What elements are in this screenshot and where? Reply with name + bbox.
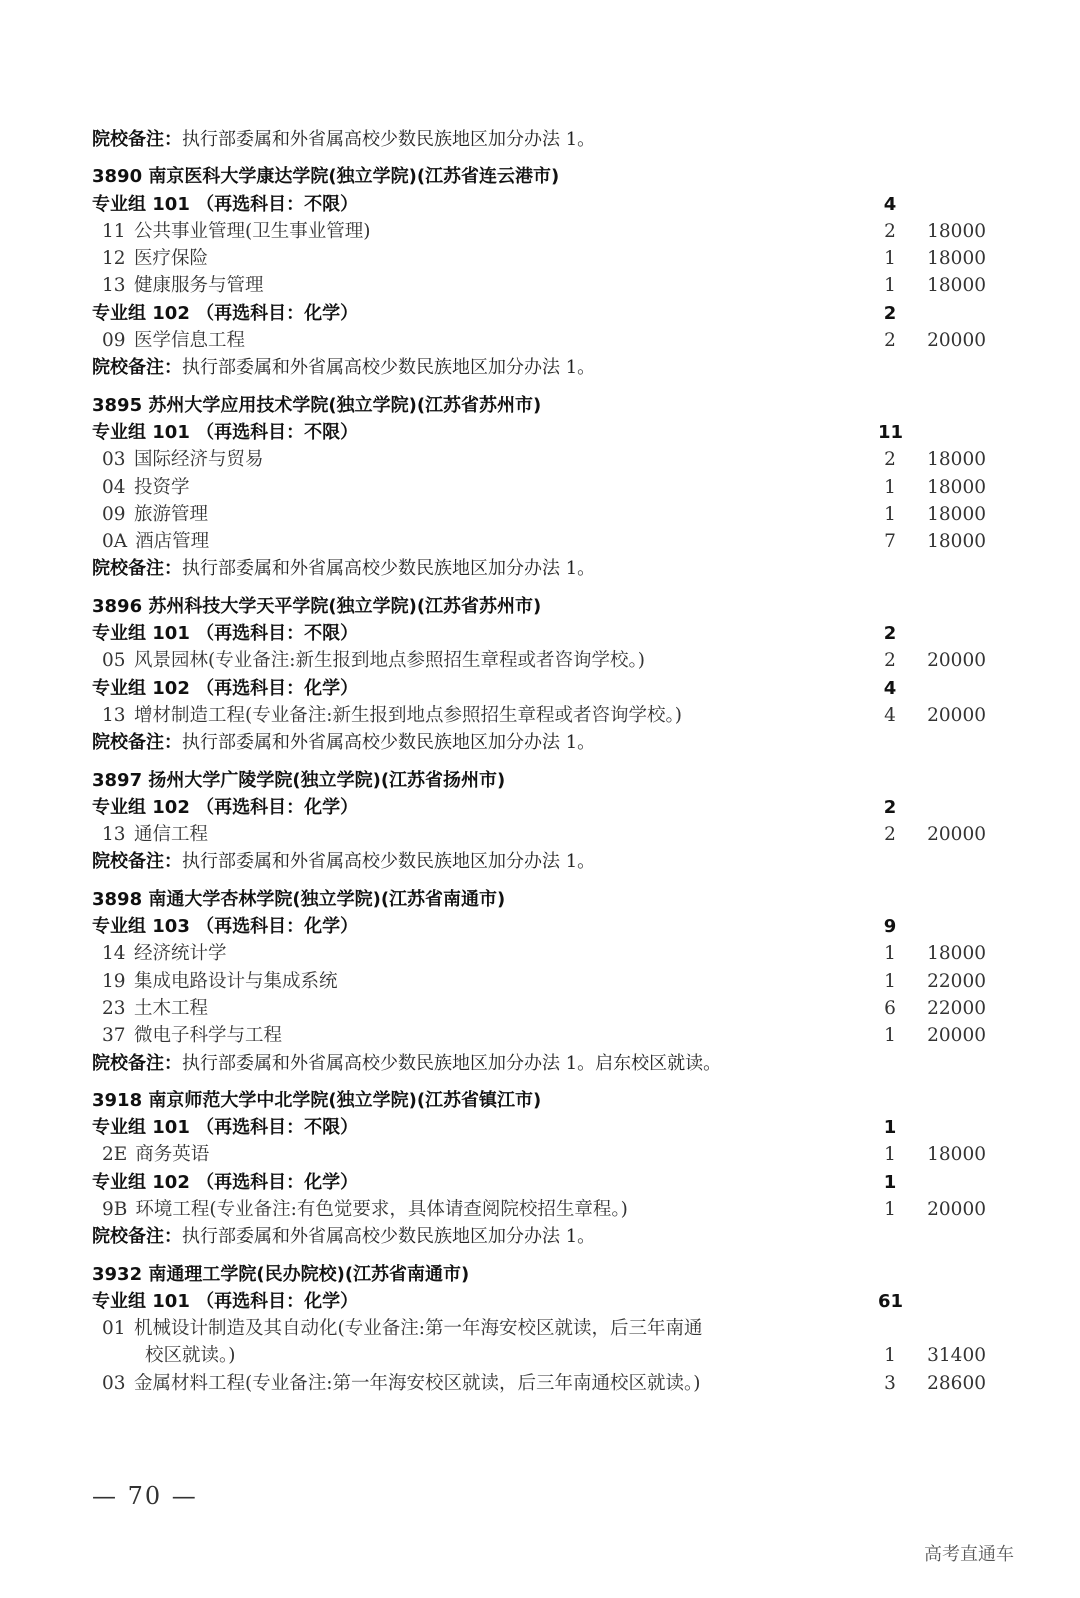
school-header: 3895 苏州大学应用技术学院(独立学院)(江苏省苏州市) [92, 394, 542, 416]
school-header: 3890 南京医科大学康达学院(独立学院)(江苏省连云港市) [92, 166, 560, 188]
school-remark: 院校备注：执行部委属和外省属高校少数民族地区加分办法 1。 [92, 558, 596, 580]
major-row: 13 增材制造工程(专业备注:新生报到地点参照招生章程或者咨询学校。) 4 20000 [102, 704, 986, 726]
group-count: 2 [883, 796, 897, 818]
school-header: 3918 南京师范大学中北学院(独立学院)(江苏省镇江市) [92, 1089, 542, 1111]
group-header: 专业组 102 （再选科目：化学） 1 [92, 1169, 1012, 1196]
school-remark: 院校备注：执行部委属和外省属高校少数民族地区加分办法 1。 [92, 851, 596, 873]
major-row: 37 微电子科学与工程 1 20000 [102, 1025, 986, 1047]
group-count: 4 [883, 193, 897, 215]
major-row: 05 风景园林(专业备注:新生报到地点参照招生章程或者咨询学校。) 2 20000 [102, 650, 986, 672]
group-count: 11 [878, 421, 904, 443]
major-row-continuation: 校区就读。) 1 31400 [145, 1345, 986, 1367]
school-remark: 院校备注：执行部委属和外省属高校少数民族地区加分办法 1。 [92, 732, 596, 754]
group-count: 2 [883, 623, 897, 645]
group-count: 2 [883, 302, 897, 324]
school-header: 3932 南通理工学院(民办院校)(江苏省南通市) [92, 1263, 470, 1285]
major-row: 11 公共事业管理(卫生事业管理) 2 18000 [102, 220, 986, 242]
school-remark: 院校备注：执行部委属和外省属高校少数民族地区加分办法 1。 [92, 129, 596, 150]
major-row: 03 国际经济与贸易 2 18000 [102, 449, 986, 471]
major-row: 13 健康服务与管理 1 18000 [102, 275, 986, 297]
school-remark: 院校备注：执行部委属和外省属高校少数民族地区加分办法 1。启东校区就读。 [92, 1052, 722, 1074]
major-row: 14 经济统计学 1 18000 [102, 943, 986, 965]
major-row: 9B 环境工程(专业备注:有色觉要求，具体请查阅院校招生章程。) 1 20000 [102, 1198, 986, 1220]
group-count: 9 [883, 916, 897, 938]
major-row: 19 集成电路设计与集成系统 1 22000 [102, 970, 986, 992]
group-header: 专业组 101 （再选科目：不限） 4 [92, 191, 1012, 218]
major-row: 01 机械设计制造及其自动化(专业备注:第一年海安校区就读，后三年南通 [102, 1318, 703, 1340]
group-count: 61 [878, 1290, 904, 1312]
major-row: 04 投资学 1 18000 [102, 476, 986, 498]
major-row: 13 通信工程 2 20000 [102, 824, 986, 846]
school-header: 3898 南通大学杏林学院(独立学院)(江苏省南通市) [92, 888, 506, 910]
group-header: 专业组 102 （再选科目：化学） 2 [92, 300, 1012, 327]
school-remark: 院校备注：执行部委属和外省属高校少数民族地区加分办法 1。 [92, 1226, 596, 1248]
group-header: 专业组 101 （再选科目：不限） 1 [92, 1114, 1012, 1141]
group-count: 1 [883, 1117, 897, 1139]
group-count: 4 [883, 677, 897, 699]
group-header: 专业组 101 （再选科目：不限） 11 [92, 419, 1012, 446]
major-row: 23 土木工程 6 22000 [102, 997, 986, 1019]
major-row: 0A 酒店管理 7 18000 [102, 531, 986, 553]
watermark-text: 高考直通车 [924, 1544, 1014, 1565]
major-row: 12 医疗保险 1 18000 [102, 248, 986, 270]
major-row: 09 旅游管理 1 18000 [102, 503, 986, 525]
school-remark: 院校备注：执行部委属和外省属高校少数民族地区加分办法 1。 [92, 357, 596, 379]
group-header: 专业组 101 （再选科目：不限） 2 [92, 620, 1012, 647]
major-row: 2E 商务英语 1 18000 [102, 1144, 986, 1166]
admission-listing [92, 126, 1012, 1397]
major-row: 09 医学信息工程 2 20000 [102, 330, 986, 352]
school-header: 3897 扬州大学广陵学院(独立学院)(江苏省扬州市) [92, 769, 506, 791]
page-number: — 70 — [92, 1482, 198, 1510]
group-header: 专业组 102 （再选科目：化学） 2 [92, 794, 1012, 821]
group-header: 专业组 103 （再选科目：化学） 9 [92, 913, 1012, 940]
group-header: 专业组 102 （再选科目：化学） 4 [92, 675, 1012, 702]
major-row: 03 金属材料工程(专业备注:第一年海安校区就读，后三年南通校区就读。) 3 28600 [102, 1372, 986, 1394]
group-header: 专业组 101 （再选科目：化学） 61 [92, 1288, 1012, 1315]
school-header: 3896 苏州科技大学天平学院(独立学院)(江苏省苏州市) [92, 595, 542, 617]
group-count: 1 [883, 1171, 897, 1193]
